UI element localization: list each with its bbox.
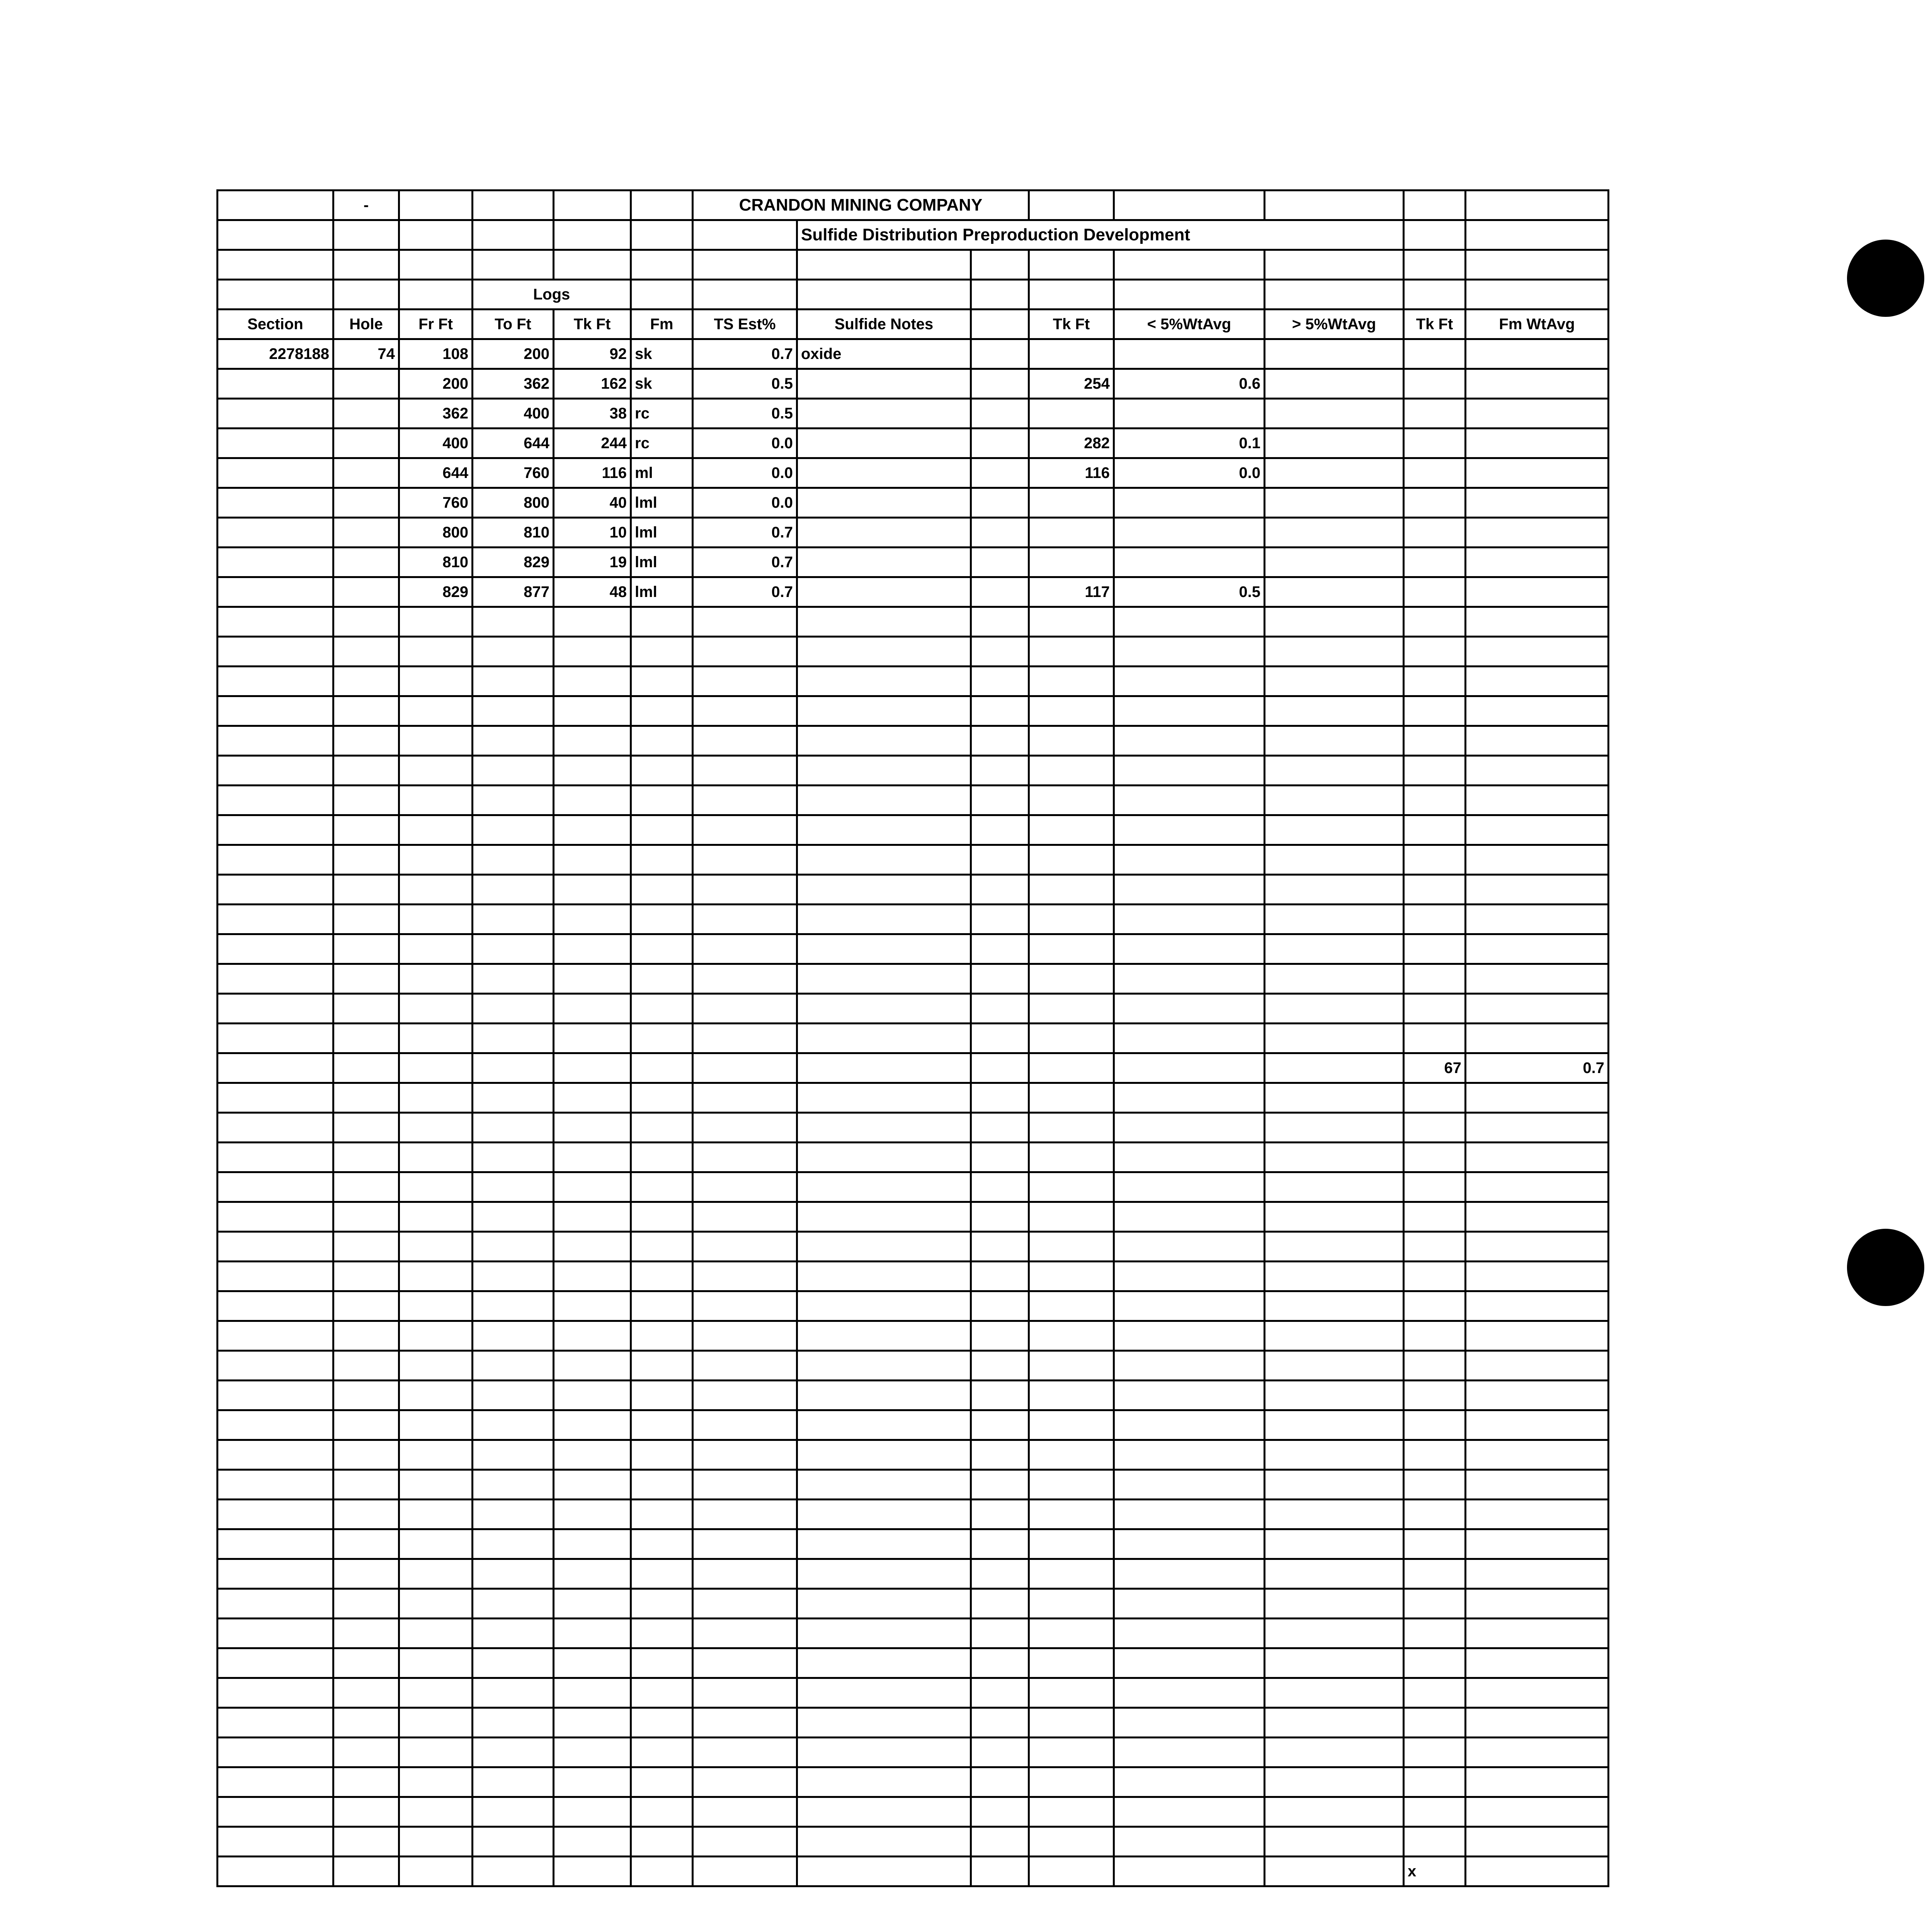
empty-row [218,1619,1609,1648]
column-header: Tk Ft [1404,310,1466,339]
column-header: Fm WtAvg [1466,310,1609,339]
table-cell [797,399,971,429]
table-cell [1404,577,1466,607]
empty-row [218,1678,1609,1708]
subtitle-row [218,220,1609,250]
table-cell [1265,458,1404,488]
empty-row [218,637,1609,667]
table-cell: 48 [554,577,631,607]
table-cell: 644 [399,458,473,488]
column-header: Section [218,310,333,339]
table-cell [218,577,333,607]
table-cell [333,399,399,429]
table-cell [1029,548,1114,577]
table-cell: 760 [473,458,554,488]
empty-row [218,1767,1609,1797]
empty-row [218,1827,1609,1857]
empty-row [218,1500,1609,1529]
table-cell: 38 [554,399,631,429]
table-cell [797,369,971,399]
table-cell [333,577,399,607]
empty-row [218,1113,1609,1143]
table-cell [971,369,1029,399]
empty-row [218,1410,1609,1440]
empty-row [218,1708,1609,1738]
table-cell: 760 [399,488,473,518]
empty-row [218,726,1609,756]
dash-mark: - [333,190,399,220]
table-cell [218,548,333,577]
empty-row [218,1648,1609,1678]
table-cell [1466,369,1609,399]
table-cell [1466,339,1609,369]
empty-row [218,1083,1609,1113]
empty-row [218,905,1609,934]
table-cell: 362 [473,369,554,399]
table-cell [971,518,1029,548]
column-header [971,310,1029,339]
table-cell [1466,518,1609,548]
column-header: Fm [631,310,693,339]
table-cell: rc [631,429,693,458]
table-cell: 0.5 [693,399,797,429]
logs-label: Logs [473,280,631,310]
empty-row [218,786,1609,815]
column-header: Tk Ft [554,310,631,339]
table-cell: 162 [554,369,631,399]
table-cell: 0.7 [693,339,797,369]
table-cell [797,488,971,518]
table-cell [1466,458,1609,488]
logs-row [218,280,1609,310]
table-row [218,577,1609,607]
x-mark: x [1404,1857,1466,1886]
table-cell [1265,429,1404,458]
empty-row [218,1381,1609,1410]
table-cell: oxide [797,339,971,369]
table-cell: sk [631,369,693,399]
table-cell: 800 [399,518,473,548]
table-cell [1466,429,1609,458]
table-cell: 0.0 [693,458,797,488]
table-cell: 74 [333,339,399,369]
table-cell: 362 [399,399,473,429]
table-cell [1265,369,1404,399]
table-cell [1265,339,1404,369]
table-cell: 0.0 [693,488,797,518]
table-cell: 400 [399,429,473,458]
empty-row [218,1202,1609,1232]
table-cell [971,577,1029,607]
table-cell [1114,548,1265,577]
empty-row [218,1589,1609,1619]
table-cell: 810 [473,518,554,548]
table-cell [971,488,1029,518]
table-cell: 116 [1029,458,1114,488]
table-cell [218,369,333,399]
table-cell [971,339,1029,369]
table-cell [1029,399,1114,429]
table-row [218,429,1609,458]
blank-row [218,250,1609,280]
table-cell [1265,488,1404,518]
table-row [218,369,1609,399]
table-cell [218,429,333,458]
table-cell: 400 [473,399,554,429]
table-cell [1404,429,1466,458]
table-cell: 254 [1029,369,1114,399]
empty-row [218,1738,1609,1767]
table-cell: 244 [554,429,631,458]
table-cell [333,548,399,577]
table-cell [333,429,399,458]
table-cell [333,458,399,488]
table-cell: 0.7 [693,548,797,577]
table-cell: 810 [399,548,473,577]
table-row [218,518,1609,548]
column-header: To Ft [473,310,554,339]
table-cell: lml [631,488,693,518]
table-cell [1404,458,1466,488]
report-subtitle: Sulfide Distribution Preproduction Development [797,220,1404,250]
empty-row [218,1529,1609,1559]
table-cell [1114,339,1265,369]
empty-row [218,1024,1609,1053]
table-cell [218,488,333,518]
empty-row [218,994,1609,1024]
table-cell [1404,339,1466,369]
column-header-row [218,310,1609,339]
table-cell [333,488,399,518]
empty-row [218,1262,1609,1291]
empty-row [218,875,1609,905]
table-cell [797,429,971,458]
column-header: > 5%WtAvg [1265,310,1404,339]
hole-punch-middle [1847,1229,1924,1306]
table-cell: 0.7 [693,518,797,548]
table-cell: 829 [473,548,554,577]
table-cell: 0.1 [1114,429,1265,458]
empty-row [218,934,1609,964]
table-cell [1265,548,1404,577]
empty-row [218,756,1609,786]
table-cell [333,518,399,548]
table-cell: 800 [473,488,554,518]
table-cell [971,458,1029,488]
table-cell: 2278188 [218,339,333,369]
table-cell: 282 [1029,429,1114,458]
table-cell [1404,488,1466,518]
empty-row [218,1857,1609,1886]
empty-row [218,1470,1609,1500]
table-cell: 877 [473,577,554,607]
empty-row [218,667,1609,696]
empty-row [218,1440,1609,1470]
table-cell: 0.0 [693,429,797,458]
table-cell [1029,488,1114,518]
table-cell [1029,518,1114,548]
table-cell [218,399,333,429]
table-cell [797,518,971,548]
table-row [218,339,1609,369]
empty-row [218,1143,1609,1172]
hole-punch-top [1847,240,1924,317]
column-header: Tk Ft [1029,310,1114,339]
empty-row [218,1291,1609,1321]
column-header: Sulfide Notes [797,310,971,339]
table-cell: 40 [554,488,631,518]
table-cell: lml [631,518,693,548]
table-cell: 200 [473,339,554,369]
table-row [218,399,1609,429]
table-cell [797,548,971,577]
table-cell: 116 [554,458,631,488]
column-header: < 5%WtAvg [1114,310,1265,339]
summary-tk-ft: 67 [1404,1053,1466,1083]
spreadsheet-table [216,189,1609,1887]
table-cell: 108 [399,339,473,369]
table-cell [1265,399,1404,429]
table-cell [797,458,971,488]
table-cell [1404,548,1466,577]
table-cell [218,458,333,488]
table-row [218,458,1609,488]
empty-row [218,964,1609,994]
table-cell [1404,399,1466,429]
table-cell: 10 [554,518,631,548]
table-cell: ml [631,458,693,488]
table-cell: 117 [1029,577,1114,607]
table-cell: 0.7 [693,577,797,607]
table-cell: 0.0 [1114,458,1265,488]
column-header: TS Est% [693,310,797,339]
column-header: Fr Ft [399,310,473,339]
summary-fm-wtavg: 0.7 [1466,1053,1609,1083]
empty-row [218,1232,1609,1262]
empty-row [218,1351,1609,1381]
table-cell [1114,518,1265,548]
empty-row [218,1797,1609,1827]
table-cell: 200 [399,369,473,399]
empty-row [218,1321,1609,1351]
table-cell [1029,339,1114,369]
table-cell [971,429,1029,458]
table-cell [1265,577,1404,607]
table-cell: lml [631,577,693,607]
table-cell: sk [631,339,693,369]
table-row [218,548,1609,577]
empty-row [218,815,1609,845]
table-cell [1466,488,1609,518]
table-cell [1466,399,1609,429]
company-title: CRANDON MINING COMPANY [693,190,1029,220]
table-cell [797,577,971,607]
table-cell: rc [631,399,693,429]
table-row [218,488,1609,518]
table-cell [1466,577,1609,607]
table-cell: 0.5 [1114,577,1265,607]
table-cell [333,369,399,399]
table-cell: 644 [473,429,554,458]
table-cell: 19 [554,548,631,577]
table-cell [971,399,1029,429]
table-cell: 0.6 [1114,369,1265,399]
table-cell [1466,548,1609,577]
empty-row [218,696,1609,726]
table-cell: 0.5 [693,369,797,399]
table-cell [218,518,333,548]
column-header: Hole [333,310,399,339]
table-cell [1265,518,1404,548]
empty-row [218,1172,1609,1202]
table-cell: 92 [554,339,631,369]
table-cell: 829 [399,577,473,607]
empty-row [218,607,1609,637]
table-cell [971,548,1029,577]
empty-row [218,1559,1609,1589]
title-row [218,190,1609,220]
table-cell: lml [631,548,693,577]
table-cell [1114,488,1265,518]
table-cell [1114,399,1265,429]
table-cell [1404,518,1466,548]
table-cell [1404,369,1466,399]
summary-row [218,1053,1609,1083]
empty-row [218,845,1609,875]
